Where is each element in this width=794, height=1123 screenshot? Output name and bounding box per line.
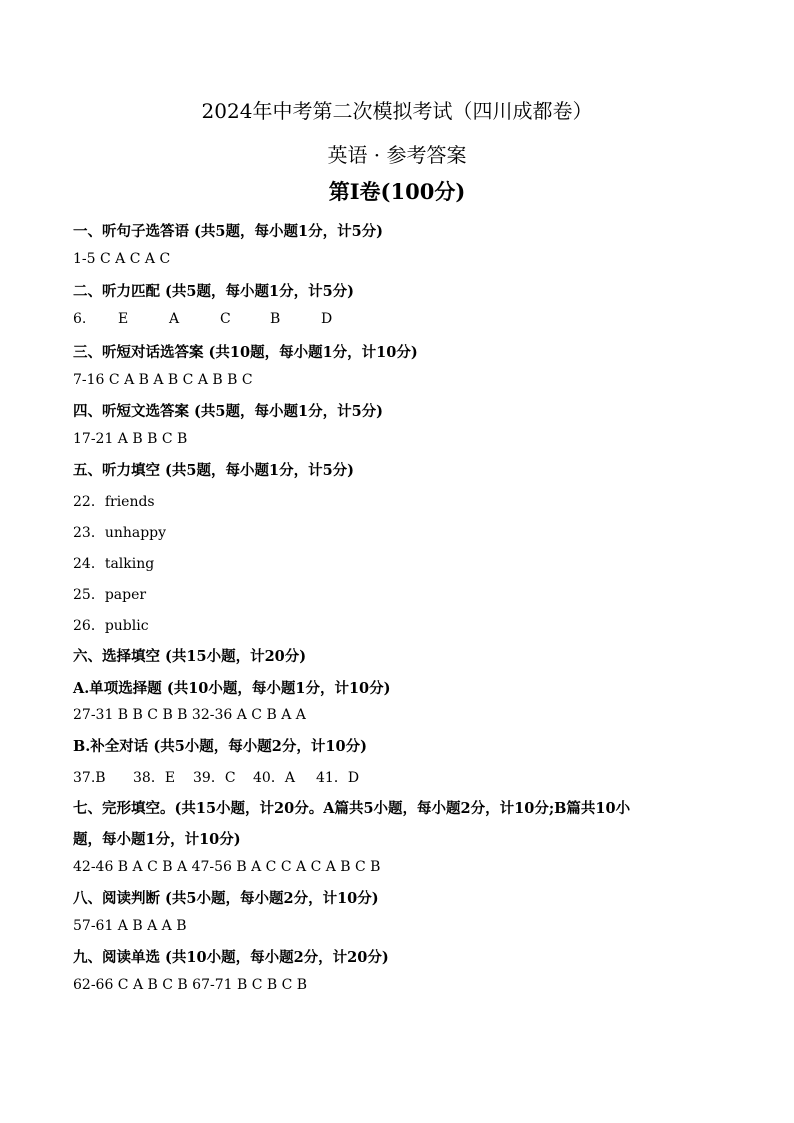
answer-line-23: 23．unhappy [73,525,167,541]
document-subtitle: 英语 · 参考答案 [327,143,467,167]
answer-item: E [118,311,129,327]
section-heading-9: 九、阅读单选 (共10小题，每小题2分，计20分) [73,949,389,966]
answer-line-26: 26．public [73,618,149,634]
answer-line-3: 7-16 C A B A B C A B B C [73,372,253,388]
part-heading: 第Ⅰ卷(100分) [328,179,466,204]
answer-line-1: 1-5 C A C A C [73,251,171,267]
answer-item: 38．E [133,770,176,786]
answer-line-24: 24．talking [73,556,155,572]
answer-item: 39．C [193,770,236,786]
section-heading-4: 四、听短文选答案 (共5题，每小题1分，计5分) [73,403,384,420]
section-heading-2: 二、听力匹配 (共5题，每小题1分，计5分) [73,283,355,300]
answer-line-25: 25．paper [73,587,147,603]
answer-line-22: 22．friends [73,494,155,510]
answer-item: A [169,311,180,327]
subsection-heading-6b: B.补全对话 (共5小题，每小题2分，计10分) [73,738,367,755]
section-heading-7-cont: 题，每小题1分，计10分) [73,831,241,848]
answer-item: 37.B [73,770,106,786]
answer-item: C [220,311,231,327]
section-heading-7: 七、完形填空。(共15小题，计20分。A篇共5小题，每小题2分，计10分;B篇共10小 [73,800,631,817]
answer-line-8: 57-61 A B A A B [73,918,187,934]
answer-line-7: 42-46 B A C B A 47-56 B A C C A C A B C B [73,859,381,875]
answer-item: 40．A [253,770,295,786]
section-heading-5: 五、听力填空 (共5题，每小题1分，计5分) [73,462,355,479]
answer-item: D [321,311,333,327]
answer-line-6a: 27-31 B B C B B 32-36 A C B A A [73,707,306,723]
answer-line-9: 62-66 C A B C B 67-71 B C B C B [73,977,308,993]
section-heading-1: 一、听句子选答语 (共5题，每小题1分，计5分) [73,223,384,240]
answer-line-6b [73,767,359,787]
answer-item: 41．D [316,770,360,786]
answer-item: B [270,311,281,327]
answer-item: 6. [73,311,87,327]
subsection-heading-6a: A.单项选择题 (共10小题，每小题1分，计10分) [73,680,391,697]
document-title: 2024年中考第二次模拟考试（四川成都卷） [201,99,593,123]
answer-line-4: 17-21 A B B C B [73,431,188,447]
answer-line-2 [73,311,332,327]
section-heading-3: 三、听短对话选答案 (共10题，每小题1分，计10分) [73,344,418,361]
section-heading-6: 六、选择填空 (共15小题，计20分) [73,648,307,665]
section-heading-8: 八、阅读判断 (共5小题，每小题2分，计10分) [73,890,379,907]
